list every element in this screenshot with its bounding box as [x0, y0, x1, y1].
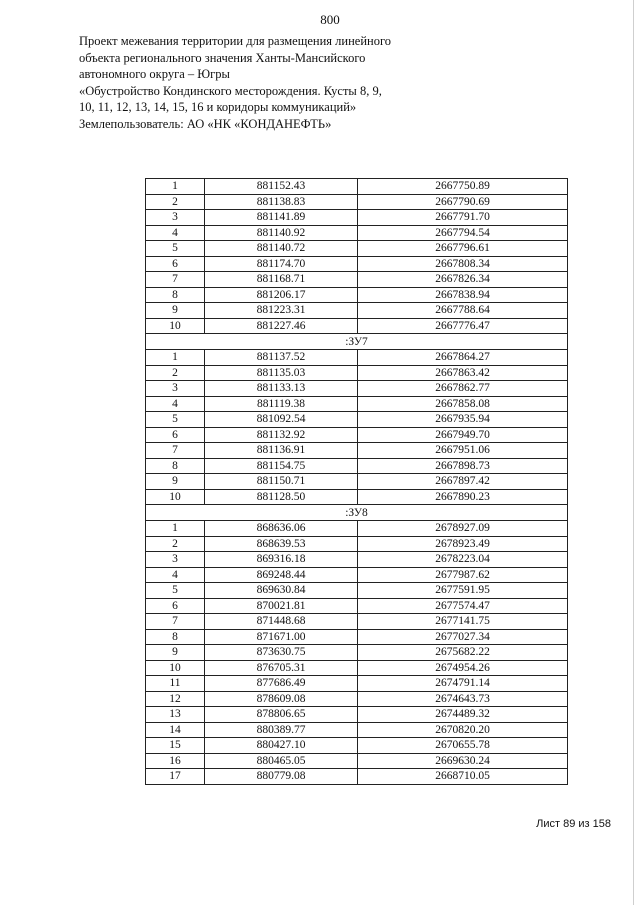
- y-coordinate-cell: 2667949.70: [358, 427, 568, 443]
- table-row: [146, 521, 568, 537]
- y-coordinate-cell: 2667790.69: [358, 194, 568, 210]
- x-coordinate-cell: 878806.65: [205, 707, 358, 723]
- x-coordinate-cell: 881133.13: [205, 381, 358, 397]
- point-number-cell: 5: [146, 412, 205, 428]
- x-coordinate-cell: 881223.31: [205, 303, 358, 319]
- y-coordinate-cell: 2674643.73: [358, 691, 568, 707]
- y-coordinate-cell: 2678223.04: [358, 552, 568, 568]
- table-row: [146, 583, 568, 599]
- y-coordinate-cell: 2674791.14: [358, 676, 568, 692]
- y-coordinate-cell: 2670820.20: [358, 722, 568, 738]
- section-label: :ЗУ7: [146, 334, 568, 350]
- y-coordinate-cell: 2667858.08: [358, 396, 568, 412]
- y-coordinate-cell: 2677574.47: [358, 598, 568, 614]
- x-coordinate-cell: 881140.92: [205, 225, 358, 241]
- table-row: [146, 474, 568, 490]
- point-number-cell: 15: [146, 738, 205, 754]
- table-row: [146, 691, 568, 707]
- point-number-cell: 13: [146, 707, 205, 723]
- table-row: [146, 645, 568, 661]
- point-number-cell: 10: [146, 318, 205, 334]
- x-coordinate-cell: 869316.18: [205, 552, 358, 568]
- point-number-cell: 4: [146, 225, 205, 241]
- table-row: [146, 536, 568, 552]
- table-row: [146, 598, 568, 614]
- x-coordinate-cell: 880779.08: [205, 769, 358, 785]
- x-coordinate-cell: 878609.08: [205, 691, 358, 707]
- x-coordinate-cell: 881141.89: [205, 210, 358, 226]
- point-number-cell: 3: [146, 552, 205, 568]
- y-coordinate-cell: 2667791.70: [358, 210, 568, 226]
- x-coordinate-cell: 868636.06: [205, 521, 358, 537]
- y-coordinate-cell: 2667826.34: [358, 272, 568, 288]
- document-header: [79, 33, 459, 133]
- table-row: [146, 318, 568, 334]
- y-coordinate-cell: 2667788.64: [358, 303, 568, 319]
- table-row: [146, 458, 568, 474]
- table-row: [146, 256, 568, 272]
- point-number-cell: 6: [146, 256, 205, 272]
- point-number-cell: 1: [146, 179, 205, 195]
- x-coordinate-cell: 873630.75: [205, 645, 358, 661]
- table-row: [146, 272, 568, 288]
- point-number-cell: 6: [146, 598, 205, 614]
- table-row: [146, 738, 568, 754]
- point-number-cell: 11: [146, 676, 205, 692]
- point-number-cell: 5: [146, 241, 205, 257]
- y-coordinate-cell: 2674489.32: [358, 707, 568, 723]
- y-coordinate-cell: 2677987.62: [358, 567, 568, 583]
- x-coordinate-cell: 881168.71: [205, 272, 358, 288]
- table-row: [146, 722, 568, 738]
- table-row: [146, 707, 568, 723]
- point-number-cell: 1: [146, 350, 205, 366]
- y-coordinate-cell: 2677591.95: [358, 583, 568, 599]
- table-row: [146, 396, 568, 412]
- x-coordinate-cell: 881154.75: [205, 458, 358, 474]
- table-row: [146, 287, 568, 303]
- x-coordinate-cell: 869630.84: [205, 583, 358, 599]
- point-number-cell: 10: [146, 489, 205, 505]
- y-coordinate-cell: 2668710.05: [358, 769, 568, 785]
- y-coordinate-cell: 2669630.24: [358, 753, 568, 769]
- point-number-cell: 4: [146, 396, 205, 412]
- x-coordinate-cell: 881135.03: [205, 365, 358, 381]
- table-row: [146, 303, 568, 319]
- x-coordinate-cell: 876705.31: [205, 660, 358, 676]
- x-coordinate-cell: 869248.44: [205, 567, 358, 583]
- x-coordinate-cell: 881206.17: [205, 287, 358, 303]
- x-coordinate-cell: 881137.52: [205, 350, 358, 366]
- table-row: [146, 489, 568, 505]
- y-coordinate-cell: 2678923.49: [358, 536, 568, 552]
- coordinates-table: [145, 178, 568, 785]
- x-coordinate-cell: 881152.43: [205, 179, 358, 195]
- point-number-cell: 8: [146, 629, 205, 645]
- header-line: объекта регионального значения Ханты-Мансийского: [79, 50, 366, 65]
- point-number-cell: 6: [146, 427, 205, 443]
- x-coordinate-cell: 881138.83: [205, 194, 358, 210]
- table-row: [146, 412, 568, 428]
- table-row: [146, 194, 568, 210]
- x-coordinate-cell: 868639.53: [205, 536, 358, 552]
- header-line: Землепользователь: АО «НК «КОНДАНЕФТЬ»: [79, 116, 332, 131]
- point-number-cell: 9: [146, 474, 205, 490]
- point-number-cell: 9: [146, 645, 205, 661]
- x-coordinate-cell: 881132.92: [205, 427, 358, 443]
- point-number-cell: 8: [146, 458, 205, 474]
- y-coordinate-cell: 2677027.34: [358, 629, 568, 645]
- table-row: [146, 567, 568, 583]
- table-row: [146, 552, 568, 568]
- x-coordinate-cell: 881140.72: [205, 241, 358, 257]
- x-coordinate-cell: 880389.77: [205, 722, 358, 738]
- point-number-cell: 10: [146, 660, 205, 676]
- page-number: 800: [320, 12, 340, 27]
- x-coordinate-cell: 880427.10: [205, 738, 358, 754]
- table-row: [146, 365, 568, 381]
- y-coordinate-cell: 2678927.09: [358, 521, 568, 537]
- table-row: [146, 629, 568, 645]
- point-number-cell: 17: [146, 769, 205, 785]
- table-row: [146, 210, 568, 226]
- point-number-cell: 3: [146, 210, 205, 226]
- point-number-cell: 8: [146, 287, 205, 303]
- y-coordinate-cell: 2667750.89: [358, 179, 568, 195]
- point-number-cell: 9: [146, 303, 205, 319]
- y-coordinate-cell: 2667838.94: [358, 287, 568, 303]
- sheet-label: Лист 89 из 158: [536, 818, 611, 830]
- y-coordinate-cell: 2667862.77: [358, 381, 568, 397]
- x-coordinate-cell: 881128.50: [205, 489, 358, 505]
- y-coordinate-cell: 2667776.47: [358, 318, 568, 334]
- table-row: [146, 753, 568, 769]
- scan-edge-line: [633, 0, 634, 905]
- table-row: [146, 443, 568, 459]
- x-coordinate-cell: 870021.81: [205, 598, 358, 614]
- table-row: [146, 427, 568, 443]
- table-row: [146, 241, 568, 257]
- point-number-cell: 7: [146, 614, 205, 630]
- y-coordinate-cell: 2667951.06: [358, 443, 568, 459]
- table-row: [146, 225, 568, 241]
- point-number-cell: 5: [146, 583, 205, 599]
- table-row: [146, 676, 568, 692]
- point-number-cell: 3: [146, 381, 205, 397]
- y-coordinate-cell: 2667935.94: [358, 412, 568, 428]
- x-coordinate-cell: 881092.54: [205, 412, 358, 428]
- x-coordinate-cell: 871448.68: [205, 614, 358, 630]
- table-row: [146, 350, 568, 366]
- y-coordinate-cell: 2674954.26: [358, 660, 568, 676]
- y-coordinate-cell: 2667794.54: [358, 225, 568, 241]
- y-coordinate-cell: 2667890.23: [358, 489, 568, 505]
- header-line: «Обустройство Кондинского месторождения. Кусты 8, 9,: [79, 83, 382, 98]
- point-number-cell: 2: [146, 365, 205, 381]
- coordinates-table-body: [146, 179, 568, 785]
- x-coordinate-cell: 877686.49: [205, 676, 358, 692]
- y-coordinate-cell: 2667898.73: [358, 458, 568, 474]
- y-coordinate-cell: 2667864.27: [358, 350, 568, 366]
- y-coordinate-cell: 2667863.42: [358, 365, 568, 381]
- x-coordinate-cell: 880465.05: [205, 753, 358, 769]
- x-coordinate-cell: 871671.00: [205, 629, 358, 645]
- table-row: [146, 381, 568, 397]
- point-number-cell: 16: [146, 753, 205, 769]
- point-number-cell: 7: [146, 443, 205, 459]
- x-coordinate-cell: 881136.91: [205, 443, 358, 459]
- y-coordinate-cell: 2677141.75: [358, 614, 568, 630]
- x-coordinate-cell: 881119.38: [205, 396, 358, 412]
- x-coordinate-cell: 881150.71: [205, 474, 358, 490]
- x-coordinate-cell: 881227.46: [205, 318, 358, 334]
- point-number-cell: 1: [146, 521, 205, 537]
- header-line: 10, 11, 12, 13, 14, 15, 16 и коридоры коммуникаций»: [79, 100, 357, 115]
- table-row: [146, 614, 568, 630]
- x-coordinate-cell: 881174.70: [205, 256, 358, 272]
- point-number-cell: 14: [146, 722, 205, 738]
- header-line: Проект межевания территории для размещения линейного: [79, 34, 392, 48]
- y-coordinate-cell: 2667897.42: [358, 474, 568, 490]
- y-coordinate-cell: 2670655.78: [358, 738, 568, 754]
- point-number-cell: 2: [146, 536, 205, 552]
- section-label: :ЗУ8: [146, 505, 568, 521]
- header-line: автономного округа – Югры: [79, 67, 230, 82]
- point-number-cell: 12: [146, 691, 205, 707]
- point-number-cell: 4: [146, 567, 205, 583]
- table-row: [146, 179, 568, 195]
- section-row: [146, 334, 568, 350]
- y-coordinate-cell: 2667796.61: [358, 241, 568, 257]
- y-coordinate-cell: 2675682.22: [358, 645, 568, 661]
- point-number-cell: 2: [146, 194, 205, 210]
- point-number-cell: 7: [146, 272, 205, 288]
- y-coordinate-cell: 2667808.34: [358, 256, 568, 272]
- table-row: [146, 769, 568, 785]
- section-row: [146, 505, 568, 521]
- table-row: [146, 660, 568, 676]
